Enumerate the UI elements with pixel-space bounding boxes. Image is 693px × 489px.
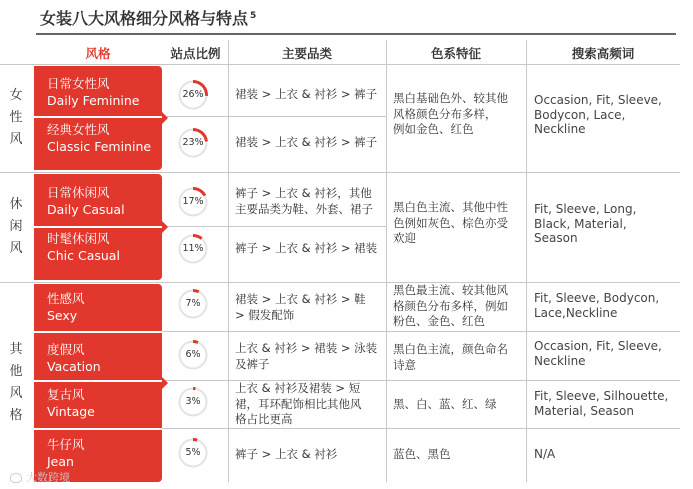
ratio-donut [177, 186, 209, 218]
style-name-cn: 度假风 [47, 342, 85, 357]
keywords-line: Neckline [534, 122, 586, 136]
style-name-sexy [47, 290, 162, 324]
color-line: 诗意 [393, 357, 416, 372]
keywords-line: Occasion, Fit, Sleeve, [534, 93, 662, 107]
page-title [40, 6, 256, 29]
group-label-char: 风 [9, 386, 23, 401]
color-line: 蓝色、黑色 [393, 447, 451, 461]
ratio-label: 5% [185, 447, 201, 458]
style-name-cn: 复古风 [47, 387, 85, 402]
category-line: 主要品类为鞋、外套、裙子 [235, 201, 373, 216]
ratio-donut [177, 127, 209, 159]
title-text: 女装八大风格细分风格与特点 [40, 9, 249, 28]
style-name-en: Chic Casual [47, 248, 120, 263]
style-name-jean [47, 436, 162, 470]
ratio-label: 11% [182, 243, 204, 254]
category-line: 及裤子 [235, 356, 270, 371]
group-label-char: 其 [9, 342, 23, 357]
title-footnote: 5 [250, 10, 257, 21]
style-name-daily-casual [47, 184, 162, 218]
category-line: 裙装 > 上衣 & 衬衫 > 裤子 [235, 87, 378, 101]
category-line: 格占比更高 [235, 412, 293, 426]
ratio-label: 26% [182, 89, 204, 100]
band-divider [34, 428, 162, 430]
color-line: 黑白色主流、其他中性 [393, 200, 508, 214]
ratio-donut [177, 79, 209, 111]
color-line: 色例如灰色、棕色亦受 [393, 215, 508, 230]
ratio-donut [177, 233, 209, 265]
ratio-donut [177, 437, 209, 469]
header-site-ratio: 站点比例 [170, 46, 221, 61]
category-line: 裙装 > 上衣 & 衬衫 > 裤子 [235, 135, 378, 149]
row-divider [0, 282, 680, 283]
category-line: 裤子 > 上衣 & 衬衫，其他 [235, 186, 372, 200]
ratio-donut [177, 386, 209, 418]
color-line: 欢迎 [393, 231, 416, 245]
style-name-cn: 日常休闲风 [47, 185, 110, 200]
row-divider [0, 64, 680, 65]
category-line: 上衣 & 衬衫及裙装 > 短 [235, 381, 361, 395]
category-cell [235, 292, 366, 323]
color-line: 例如金色、红色 [393, 122, 474, 136]
watermark-text: 大数跨境 [26, 471, 70, 484]
group-label-char: 女 [9, 88, 23, 103]
keywords-line: Black, Material, [534, 216, 627, 231]
ratio-label: 6% [185, 349, 201, 360]
ratio-label: 17% [182, 196, 204, 207]
keywords-line: Fit, Sleeve, Silhouette, [534, 389, 669, 403]
color-cell [393, 447, 451, 463]
ratio-donut [177, 339, 209, 371]
column-divider [526, 40, 527, 482]
color-cell [393, 283, 508, 330]
category-cell [235, 87, 377, 103]
watermark-icon [10, 473, 22, 483]
row-divider [0, 172, 680, 173]
row-divider [162, 116, 386, 117]
category-line: 裤子 > 上衣 & 衬衫 [235, 447, 338, 461]
style-name-en: Daily Casual [47, 202, 125, 217]
color-line: 格颜色分布多样，例如 [393, 298, 508, 313]
keywords-cell [534, 339, 662, 368]
keywords-line: Occasion, Fit, Sleeve, [534, 339, 662, 353]
group-label-casual [2, 174, 30, 280]
style-name-cn: 时髦休闲风 [47, 231, 110, 246]
keywords-line: Material, Season [534, 403, 634, 418]
group-label-char: 风 [9, 241, 23, 256]
category-line: 上衣 & 衬衫 > 裙装 > 泳装 [235, 341, 378, 355]
category-cell [235, 135, 377, 151]
style-name-en: Vacation [47, 359, 101, 374]
style-name-classic-feminine [47, 121, 162, 155]
category-cell [235, 447, 337, 463]
style-name-cn: 经典女性风 [47, 122, 110, 137]
color-line: 风格颜色分布多样， [393, 106, 497, 121]
color-line: 黑、白、蓝、红、绿 [393, 397, 497, 411]
color-cell [393, 397, 497, 413]
style-name-en: Classic Feminine [47, 139, 152, 154]
color-line: 黑白色主流，颜色命名 [393, 342, 508, 356]
category-line: > 假发配饰 [235, 307, 295, 322]
header-main-category: 主要品类 [281, 46, 332, 61]
band-divider [34, 331, 162, 333]
group-label-char: 休 [9, 197, 23, 212]
band-divider [34, 116, 162, 118]
ratio-donut [177, 288, 209, 320]
style-name-cn: 牛仔风 [47, 437, 85, 452]
band-divider [34, 380, 162, 382]
category-cell [235, 341, 377, 372]
group-label-char: 闲 [9, 219, 23, 234]
style-name-cn: 日常女性风 [47, 76, 110, 91]
category-cell [235, 241, 377, 257]
style-name-en: Jean [47, 454, 74, 469]
category-cell [235, 186, 373, 217]
color-cell [393, 200, 508, 247]
keywords-line: Season [534, 231, 578, 245]
style-name-chic-casual [47, 230, 162, 264]
row-divider [162, 428, 680, 429]
category-line: 裙，耳环配饰相比其他风 [235, 396, 362, 411]
column-divider [228, 40, 229, 482]
group-label-char: 他 [9, 364, 23, 379]
column-divider [386, 40, 387, 482]
keywords-line: Neckline [534, 353, 586, 368]
style-name-en: Vintage [47, 404, 95, 419]
style-name-en: Sexy [47, 308, 78, 323]
style-name-cn: 性感风 [47, 291, 85, 306]
keywords-line: Bodycon, Lace, [534, 107, 626, 122]
color-line: 黑白基础色外、较其他 [393, 91, 508, 105]
group-label-char: 性 [9, 110, 23, 125]
group-label-char: 格 [9, 408, 23, 423]
category-line: 裙装 > 上衣 & 衬衫 > 鞋 [235, 292, 366, 306]
group-label-feminine [2, 66, 30, 170]
keywords-line: Fit, Sleeve, Long, [534, 202, 637, 216]
color-cell [393, 91, 508, 138]
keywords-line: Fit, Sleeve, Bodycon, [534, 291, 660, 305]
ratio-label: 23% [182, 137, 204, 148]
style-name-vacation [47, 341, 162, 375]
keywords-cell [534, 93, 662, 137]
ratio-label: 7% [185, 298, 201, 309]
header-color: 色系特征 [430, 46, 481, 61]
band-divider [34, 226, 162, 228]
category-cell [235, 381, 362, 428]
title-rule [36, 33, 676, 35]
watermark [10, 469, 70, 485]
category-line: 裤子 > 上衣 & 衬衫 > 裙装 [235, 241, 378, 255]
color-cell [393, 342, 508, 373]
keywords-cell [534, 291, 659, 320]
keywords-cell [534, 389, 668, 418]
keywords-line: N/A [534, 447, 556, 461]
keywords-cell [534, 202, 636, 246]
row-divider [162, 226, 386, 227]
header-keywords: 搜索高频词 [571, 46, 635, 61]
ratio-label: 3% [185, 396, 201, 407]
style-name-en: Daily Feminine [47, 93, 140, 108]
style-name-vintage [47, 386, 162, 420]
style-name-daily-feminine [47, 75, 162, 109]
color-line: 粉色、金色、红色 [393, 314, 485, 328]
color-line: 黑色最主流、较其他风 [393, 283, 508, 297]
header-style: 风格 [85, 46, 111, 61]
group-label-other [2, 284, 30, 482]
keywords-cell [534, 447, 555, 462]
group-label-char: 风 [9, 132, 23, 147]
row-divider [162, 331, 680, 332]
keywords-line: Lace,Neckline [534, 305, 618, 320]
